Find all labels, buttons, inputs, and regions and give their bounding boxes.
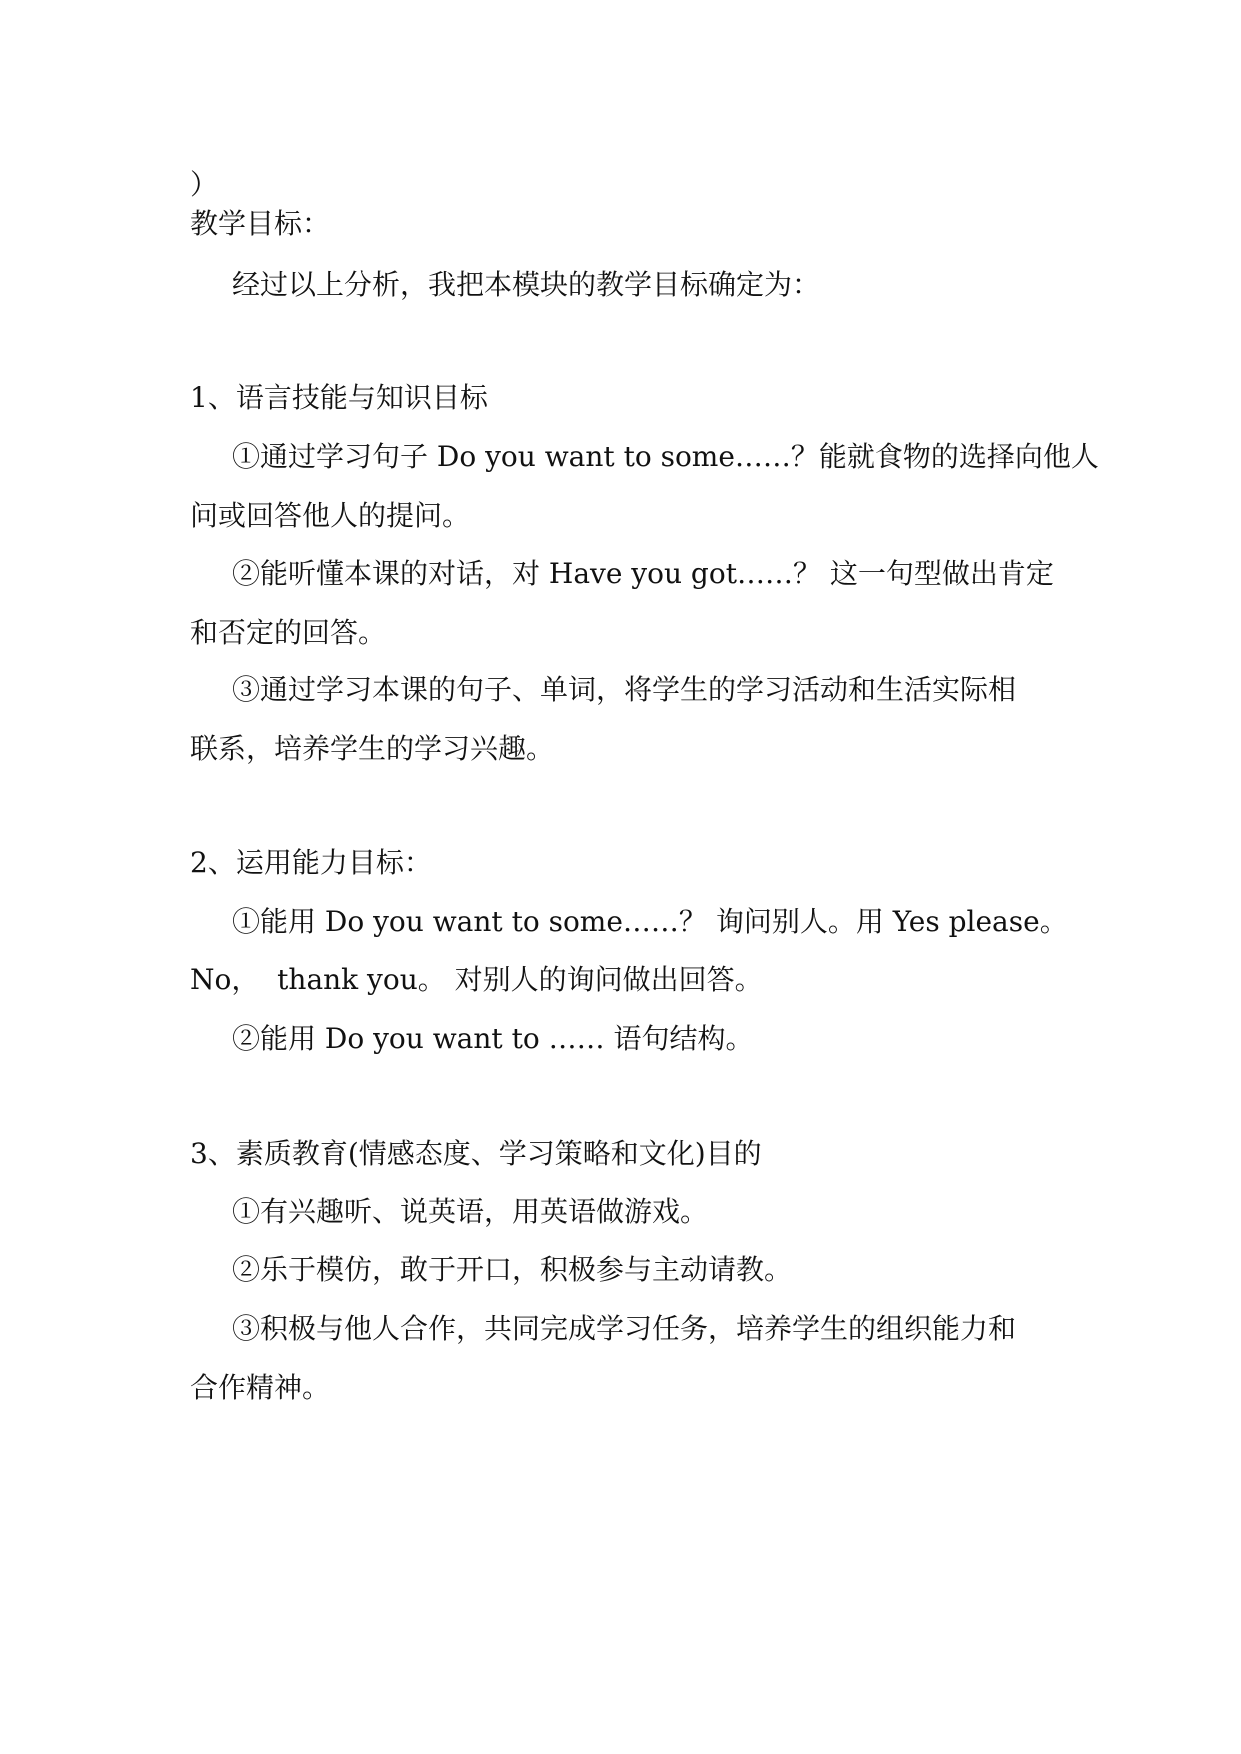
goal-2-item-2: ②能用 Do you want to …… 语句结构。: [232, 1022, 754, 1055]
closing-paren: ）: [190, 168, 219, 201]
goal-1-item-3-line-1: ③通过学习本课的句子、单词，将学生的学习活动和生活实际相: [232, 673, 1017, 706]
goal-2-heading: 2、运用能力目标：: [190, 846, 432, 879]
goal-3-item-3-line-1: ③积极与他人合作，共同完成学习任务，培养学生的组织能力和: [232, 1312, 1017, 1345]
goal-1-item-2-line-1: ②能听懂本课的对话，对 Have you got……？ 这一句型做出肯定: [232, 557, 1054, 590]
goal-1-heading: 1、语言技能与知识目标: [190, 381, 488, 414]
goal-3-item-1: ①有兴趣听、说英语，用英语做游戏。: [232, 1195, 709, 1228]
section-heading-teaching-goals: 教学目标：: [190, 207, 331, 240]
goal-1-item-2-line-2: 和否定的回答。: [190, 616, 387, 649]
goal-1-item-3-line-2: 联系，培养学生的学习兴趣。: [190, 732, 555, 765]
goal-3-item-3-line-2: 合作精神。: [190, 1371, 331, 1404]
goal-3-item-2: ②乐于模仿，敢于开口，积极参与主动请教。: [232, 1253, 793, 1286]
intro-paragraph: 经过以上分析，我把本模块的教学目标确定为：: [232, 268, 821, 301]
goal-1-item-1-line-1: ①通过学习句子 Do you want to some……？能就食物的选择向他人: [232, 440, 1099, 473]
goal-2-item-1-line-2: No， thank you。 对别人的询问做出回答。: [190, 963, 763, 996]
goal-1-item-1-line-2: 问或回答他人的提问。: [190, 499, 471, 532]
goal-3-heading: 3、素质教育(情感态度、学习策略和文化)目的: [190, 1137, 762, 1170]
goal-2-item-1-line-1: ①能用 Do you want to some……？ 询问别人。用 Yes please。: [232, 905, 1068, 938]
